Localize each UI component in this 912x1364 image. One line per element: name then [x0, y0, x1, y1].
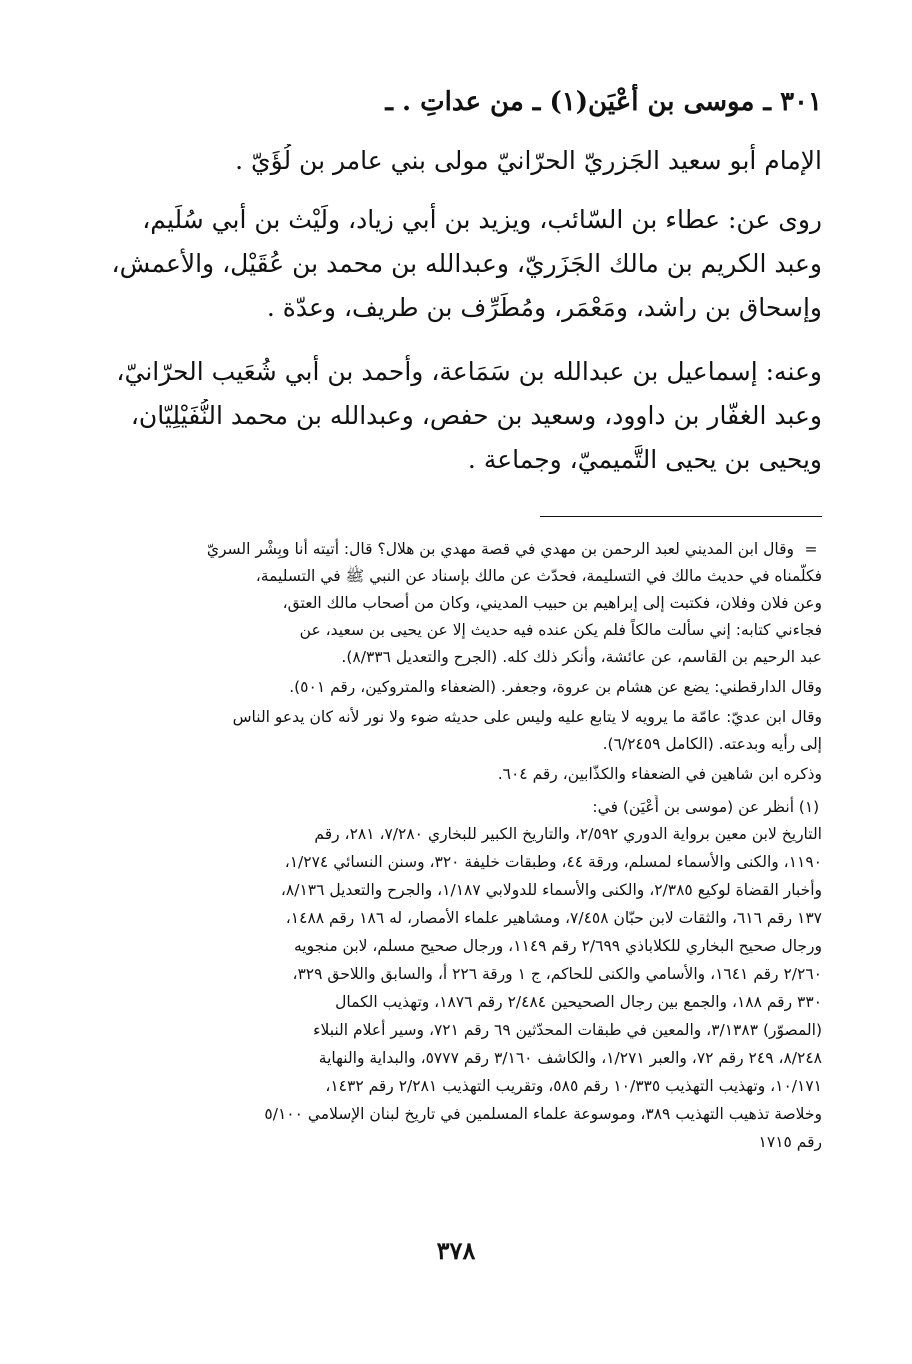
entry-heading: ٣٠١ ـ موسى بن أَعْيَن(١) ـ من عداتِ . ـ — [385, 87, 822, 117]
footnote-1-line-4: وأخبار القضاة لوكيع ٢/٣٨٥، والكنى والأسماء للدولابي ١/١٨٧، والجرح والتعديل ٨/١٣٦، — [280, 881, 822, 899]
footnote-1-line-9: (المصوّر) ٣/١٣٨٣، والمعين في طبقات المحدّثين ٦٩ رقم ٧٢١، وسير أعلام النبلاء — [313, 1021, 822, 1039]
footnote-continuation-line-8: إلى رأيه وبدعته. (الكامل ٦/٢٤٥٩). — [602, 735, 822, 753]
rawa-an-line-2: وعبد الكريم بن مالك الجَزَريّ، وعبدالله بن محمد بن عُقَيْل، والأعمش، — [111, 249, 822, 278]
footnote-separator — [540, 516, 822, 517]
page-number: ٣٧٨ — [436, 1236, 476, 1265]
footnote-1-line-2: التاريخ لابن معين برواية الدوري ٢/٥٩٢، والتاريخ الكبير للبخاري ٧/٢٨٠، ٢٨١، رقم — [314, 825, 822, 843]
footnote-1-marker: (١) — [798, 798, 820, 816]
footnote-1-line-11: ١٠/١٧١، وتهذيب التهذيب ١٠/٣٣٥ رقم ٥٨٥، وتقريب التهذيب ٢/٢٨١ رقم ١٤٣٢، — [325, 1077, 822, 1095]
footnote-1-line-3: ١١٩٠، والكنى والأسماء لمسلم، ورقة ٤٤، وطبقات خليفة ٣٢٠، وسنن النسائي ١/٢٧٤، — [284, 853, 822, 871]
footnote-continuation-line-2: فكلّمناه في حديث مالك في التسليمة، فحدّث عن مالك بإسناد عن النبي ﷺ في التسليمة، — [255, 567, 822, 585]
footnote-continuation-line-6: وقال الدارقطني: يضع عن هشام بن عروة، وجعفر. (الضعفاء والمتروكين، رقم ٥٠١). — [289, 678, 822, 696]
footnote-1-line-10: ٨/٢٤٨، ٢٤٩ رقم ٧٢، والعبر ١/٢٧١، والكاشف ٣/١٦٠ رقم ٥٧٧٧، والبداية والنهاية — [318, 1049, 822, 1067]
footnote-continuation-line-1: وقال ابن المديني لعبد الرحمن بن مهدي في قصة مهدي بن هلال؟ قال: أتيته أنا وبِشْر السريّ — [206, 540, 794, 558]
footnote-continuation-line-7: وقال ابن عديّ: عامّة ما يرويه لا يتابع عليه وليس على حديثه ضوء ولا نور لأنه كان يدعو الناس — [232, 708, 822, 726]
rawa-an-line-1: روى عن: عطاء بن السّائب، ويزيد بن أبي زياد، ولَيْث بن أبي سُلَيم، — [142, 205, 822, 234]
anhu-line-3: ويحيى بن يحيى التَّميميّ، وجماعة . — [467, 445, 822, 474]
footnote-continuation-line-3: وعن فلان وفلان، فكتبت إلى إبراهيم بن حبيب المديني، وكان من أصحاب مالك العتق، — [282, 594, 822, 612]
rawa-an-line-3: وإسحاق بن راشد، ومَعْمَر، ومُطَرِّف بن طريف، وعدّة . — [266, 293, 822, 322]
anhu-line-1: وعنه: إسماعيل بن عبدالله بن سَمَاعة، وأحمد بن أبي شُعَيب الحرّانيّ، — [116, 357, 822, 386]
footnote-1-line-7: ٢/٢٦٠ رقم ١٦٤١، والأسامي والكنى للحاكم، ج ١ ورقة ٢٢٦ أ، والسابق واللاحق ٣٢٩، — [292, 965, 822, 983]
footnote-1-line-8: ٣٣٠ رقم ١٨٨، والجمع بين رجال الصحيحين ٢/٤٨٤ رقم ١٨٧٦، وتهذيب الكمال — [335, 993, 822, 1011]
footnote-1-line-1: أنظر عن (موسى بن أَعْيَن) في: — [592, 798, 794, 816]
footnote-continuation-line-9: وذكره ابن شاهين في الضعفاء والكذّابين، رقم ٦٠٤. — [497, 765, 822, 783]
continuation-marker: = — [804, 540, 818, 558]
footnote-1-line-12: وخلاصة تذهيب التهذيب ٣٨٩، وموسوعة علماء المسلمين في تاريخ لبنان الإسلامي ٥/١٠٠ — [264, 1105, 822, 1123]
footnote-1-line-6: ورجال صحيح البخاري للكلاباذي ٢/٦٩٩ رقم ١١٤٩، ورجال صحيح مسلم، لابن منجويه — [294, 937, 822, 955]
footnote-continuation-line-4: فجاءني كتابه: إني سألت مالكاً فلم يكن عنده فيه حديث إلا عن يحيى بن سعيد، عن — [299, 621, 822, 639]
footnote-1-line-13: رقم ١٧١٥ — [758, 1133, 822, 1151]
footnote-continuation-line-5: عبد الرحيم بن القاسم، عن عائشة، وأنكر ذلك كله. (الجرح والتعديل ٨/٣٣٦). — [341, 648, 822, 666]
footnote-1-line-5: ١٣٧ رقم ٦١٦، والثقات لابن حبّان ٧/٤٥٨، ومشاهير علماء الأمصار، له ١٨٦ رقم ١٤٨٨، — [285, 909, 822, 927]
anhu-line-2: وعبد الغفّار بن داوود، وسعيد بن حفص، وعبدالله بن محمد النُّفَيْلِيّان، — [130, 401, 822, 430]
entry-intro: الإمام أبو سعيد الجَزريّ الحرّانيّ مولى بني عامر بن لُؤَيّ . — [235, 146, 822, 175]
